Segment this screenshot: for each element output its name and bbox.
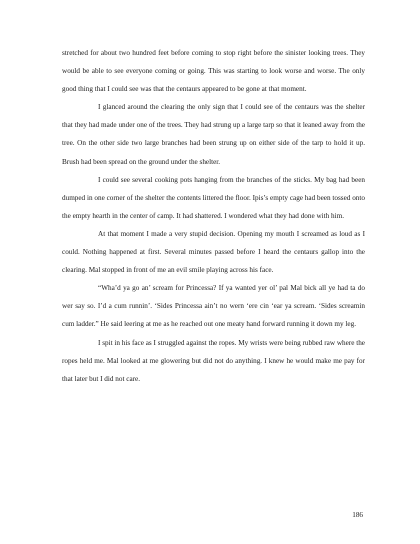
paragraph-1: stretched for about two hundred feet before coming to stop right before the sinister looking trees. They would be able to see everyone coming or going. This was starting to look worse and worse. The only good thing that I could see was that the centaurs appeared to be gone at that moment.: [62, 49, 365, 94]
paragraph-6: I spit in his face as I struggled against the ropes. My wrists were being rubbed raw where the ropes held me. Mal looked at me glowering but did not do anything. I knew he would make me pay for that later but I did not care.: [62, 338, 365, 383]
page-number: 186: [352, 511, 363, 519]
paragraph-4: At that moment I made a very stupid decision. Opening my mouth I screamed as loud as I could. Nothing happened at first. Several minutes passed before I heard the centaurs gallop into the clearing. Mal stopped in front of me an evil smile playing across his face.: [62, 229, 365, 275]
paragraph-5: “Wha’d ya go an’ scream for Princessa? If ya wanted yer ol’ pal Mal bick all ye had ta do wer say so. I’d a cum runnin’. ‘Sides Princessa ain’t no wern ‘ere cin ‘ear ya scream. ‘Sides screamin cum ladder.” He said leering at me as he reached out one meaty hand forward running it down my leg.: [62, 284, 365, 329]
paragraph-2: I glanced around the clearing the only sign that I could see of the centaurs was the shelter that they had made under one of the trees. They had strung up a large tarp so that it leaned away from the tree. On the other side two large branches had been strung up on either side of the tarp to hold it up. Brush had been spread on the ground under the shelter.: [62, 103, 365, 166]
paragraph-3: I could see several cooking pots hanging from the branches of the sticks. My bag had been dumped in one corner of the shelter the contents littered the floor. Ipis’s empty cage had been tossed onto the empty hearth in the center of camp. It had shattered. I wondered what they had done with him.: [62, 175, 365, 220]
body-text: [62, 44, 365, 388]
